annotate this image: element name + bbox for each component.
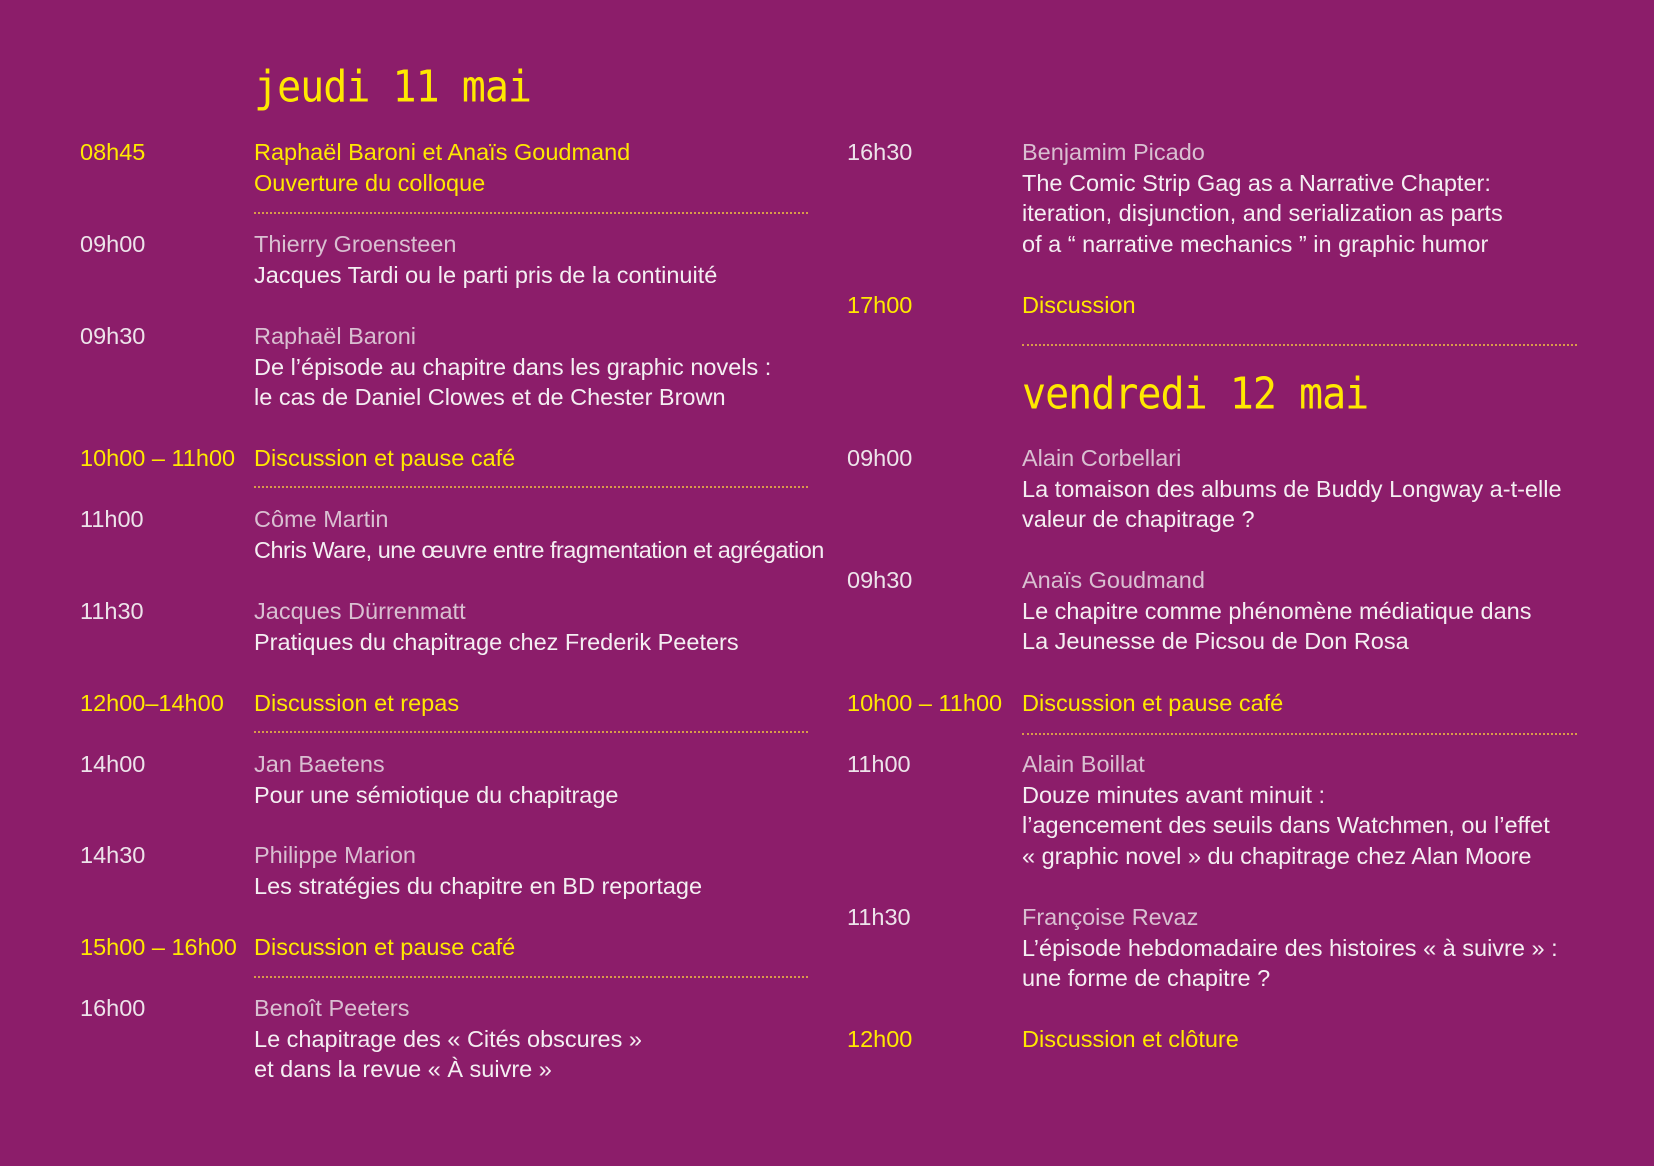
day-heading-friday: vendredi 12 mai xyxy=(1022,369,1369,420)
entry-time: 11h00 xyxy=(80,506,144,532)
entry-time: 12h00 xyxy=(847,1026,913,1052)
separator xyxy=(254,731,808,733)
entry-time: 14h00 xyxy=(80,751,146,777)
entry-line: Discussion et clôture xyxy=(1022,1026,1239,1052)
entry-speaker: Benjamim Picado xyxy=(1022,139,1205,165)
entry-speaker: Côme Martin xyxy=(254,506,389,532)
entry-speaker: Benoît Peeters xyxy=(254,995,410,1021)
entry-line: Discussion et pause café xyxy=(254,934,516,960)
entry-line: et dans la revue « À suivre » xyxy=(254,1056,552,1083)
entry-line: Ouverture du colloque xyxy=(254,169,486,196)
entry-time: 17h00 xyxy=(847,292,913,318)
entry-time: 08h45 xyxy=(80,139,146,165)
entry-time: 09h30 xyxy=(847,567,913,593)
entry-line: La Jeunesse de Picsou de Don Rosa xyxy=(1022,628,1409,655)
entry-line: valeur de chapitrage ? xyxy=(1022,506,1255,533)
separator xyxy=(1022,733,1577,735)
entry-speaker: Philippe Marion xyxy=(254,842,416,868)
entry-line: Le chapitrage des « Cités obscures » xyxy=(254,1025,642,1052)
entry-time: 10h00 – 11h00 xyxy=(847,690,1003,716)
entry-speaker: Raphaël Baroni xyxy=(254,323,416,349)
entry-line: le cas de Daniel Clowes et de Chester Brown xyxy=(254,384,726,411)
entry-line: Chris Ware, une œuvre entre fragmentation et agrégation xyxy=(254,536,824,563)
entry-time: 12h00–14h00 xyxy=(80,690,224,716)
entry-line: une forme de chapitre ? xyxy=(1022,965,1271,992)
entry-time: 14h30 xyxy=(80,842,146,868)
entry-time: 16h00 xyxy=(80,995,146,1021)
entry-line: l’agencement des seuils dans Watchmen, ou l’effet xyxy=(1022,812,1550,839)
entry-speaker: Françoise Revaz xyxy=(1022,904,1199,930)
entry-time: 11h30 xyxy=(847,904,911,930)
entry-line: Pratiques du chapitrage chez Frederik Peeters xyxy=(254,628,739,655)
entry-speaker: Anaïs Goudmand xyxy=(1022,567,1205,593)
entry-line: iteration, disjunction, and serialization as parts xyxy=(1022,200,1503,227)
entry-speaker: Thierry Groensteen xyxy=(254,231,457,257)
entry-time: 11h00 xyxy=(847,751,911,777)
entry-line: Douze minutes avant minuit : xyxy=(1022,781,1326,808)
entry-time: 10h00 – 11h00 xyxy=(80,445,236,471)
entry-line: La tomaison des albums de Buddy Longway a-t-elle xyxy=(1022,475,1562,502)
entry-time: 09h30 xyxy=(80,323,146,349)
entry-line: Discussion xyxy=(1022,292,1136,318)
entry-line: of a “ narrative mechanics ” in graphic humor xyxy=(1022,230,1489,257)
separator xyxy=(254,486,808,488)
entry-speaker: Alain Corbellari xyxy=(1022,445,1182,471)
entry-line: De l’épisode au chapitre dans les graphic novels : xyxy=(254,353,772,380)
entry-speaker: Alain Boillat xyxy=(1022,751,1145,777)
entry-line: Discussion et repas xyxy=(254,690,460,716)
entry-speaker: Jan Baetens xyxy=(254,751,385,777)
entry-line: Discussion et pause café xyxy=(1022,690,1284,716)
entry-time: 09h00 xyxy=(847,445,913,471)
entry-line: « graphic novel » du chapitrage chez Alan Moore xyxy=(1022,842,1532,869)
day-heading-thursday: jeudi 11 mai xyxy=(254,62,531,113)
separator xyxy=(1022,344,1577,346)
entry-line: Les stratégies du chapitre en BD reportage xyxy=(254,872,703,899)
entry-line: Jacques Tardi ou le parti pris de la continuité xyxy=(254,261,718,288)
entry-line: L’épisode hebdomadaire des histoires « à suivre » : xyxy=(1022,934,1558,961)
entry-speaker: Jacques Dürrenmatt xyxy=(254,598,466,624)
entry-line: Le chapitre comme phénomène médiatique dans xyxy=(1022,597,1532,624)
entry-time: 16h30 xyxy=(847,139,913,165)
separator xyxy=(254,976,808,978)
entry-time: 15h00 – 16h00 xyxy=(80,934,237,960)
entry-time: 11h30 xyxy=(80,598,144,624)
entry-line: The Comic Strip Gag as a Narrative Chapter: xyxy=(1022,169,1491,196)
separator xyxy=(254,212,808,214)
entry-line: Pour une sémiotique du chapitrage xyxy=(254,781,619,808)
entry-time: 09h00 xyxy=(80,231,146,257)
entry-line: Discussion et pause café xyxy=(254,445,516,471)
entry-line: Raphaël Baroni et Anaïs Goudmand xyxy=(254,139,631,165)
